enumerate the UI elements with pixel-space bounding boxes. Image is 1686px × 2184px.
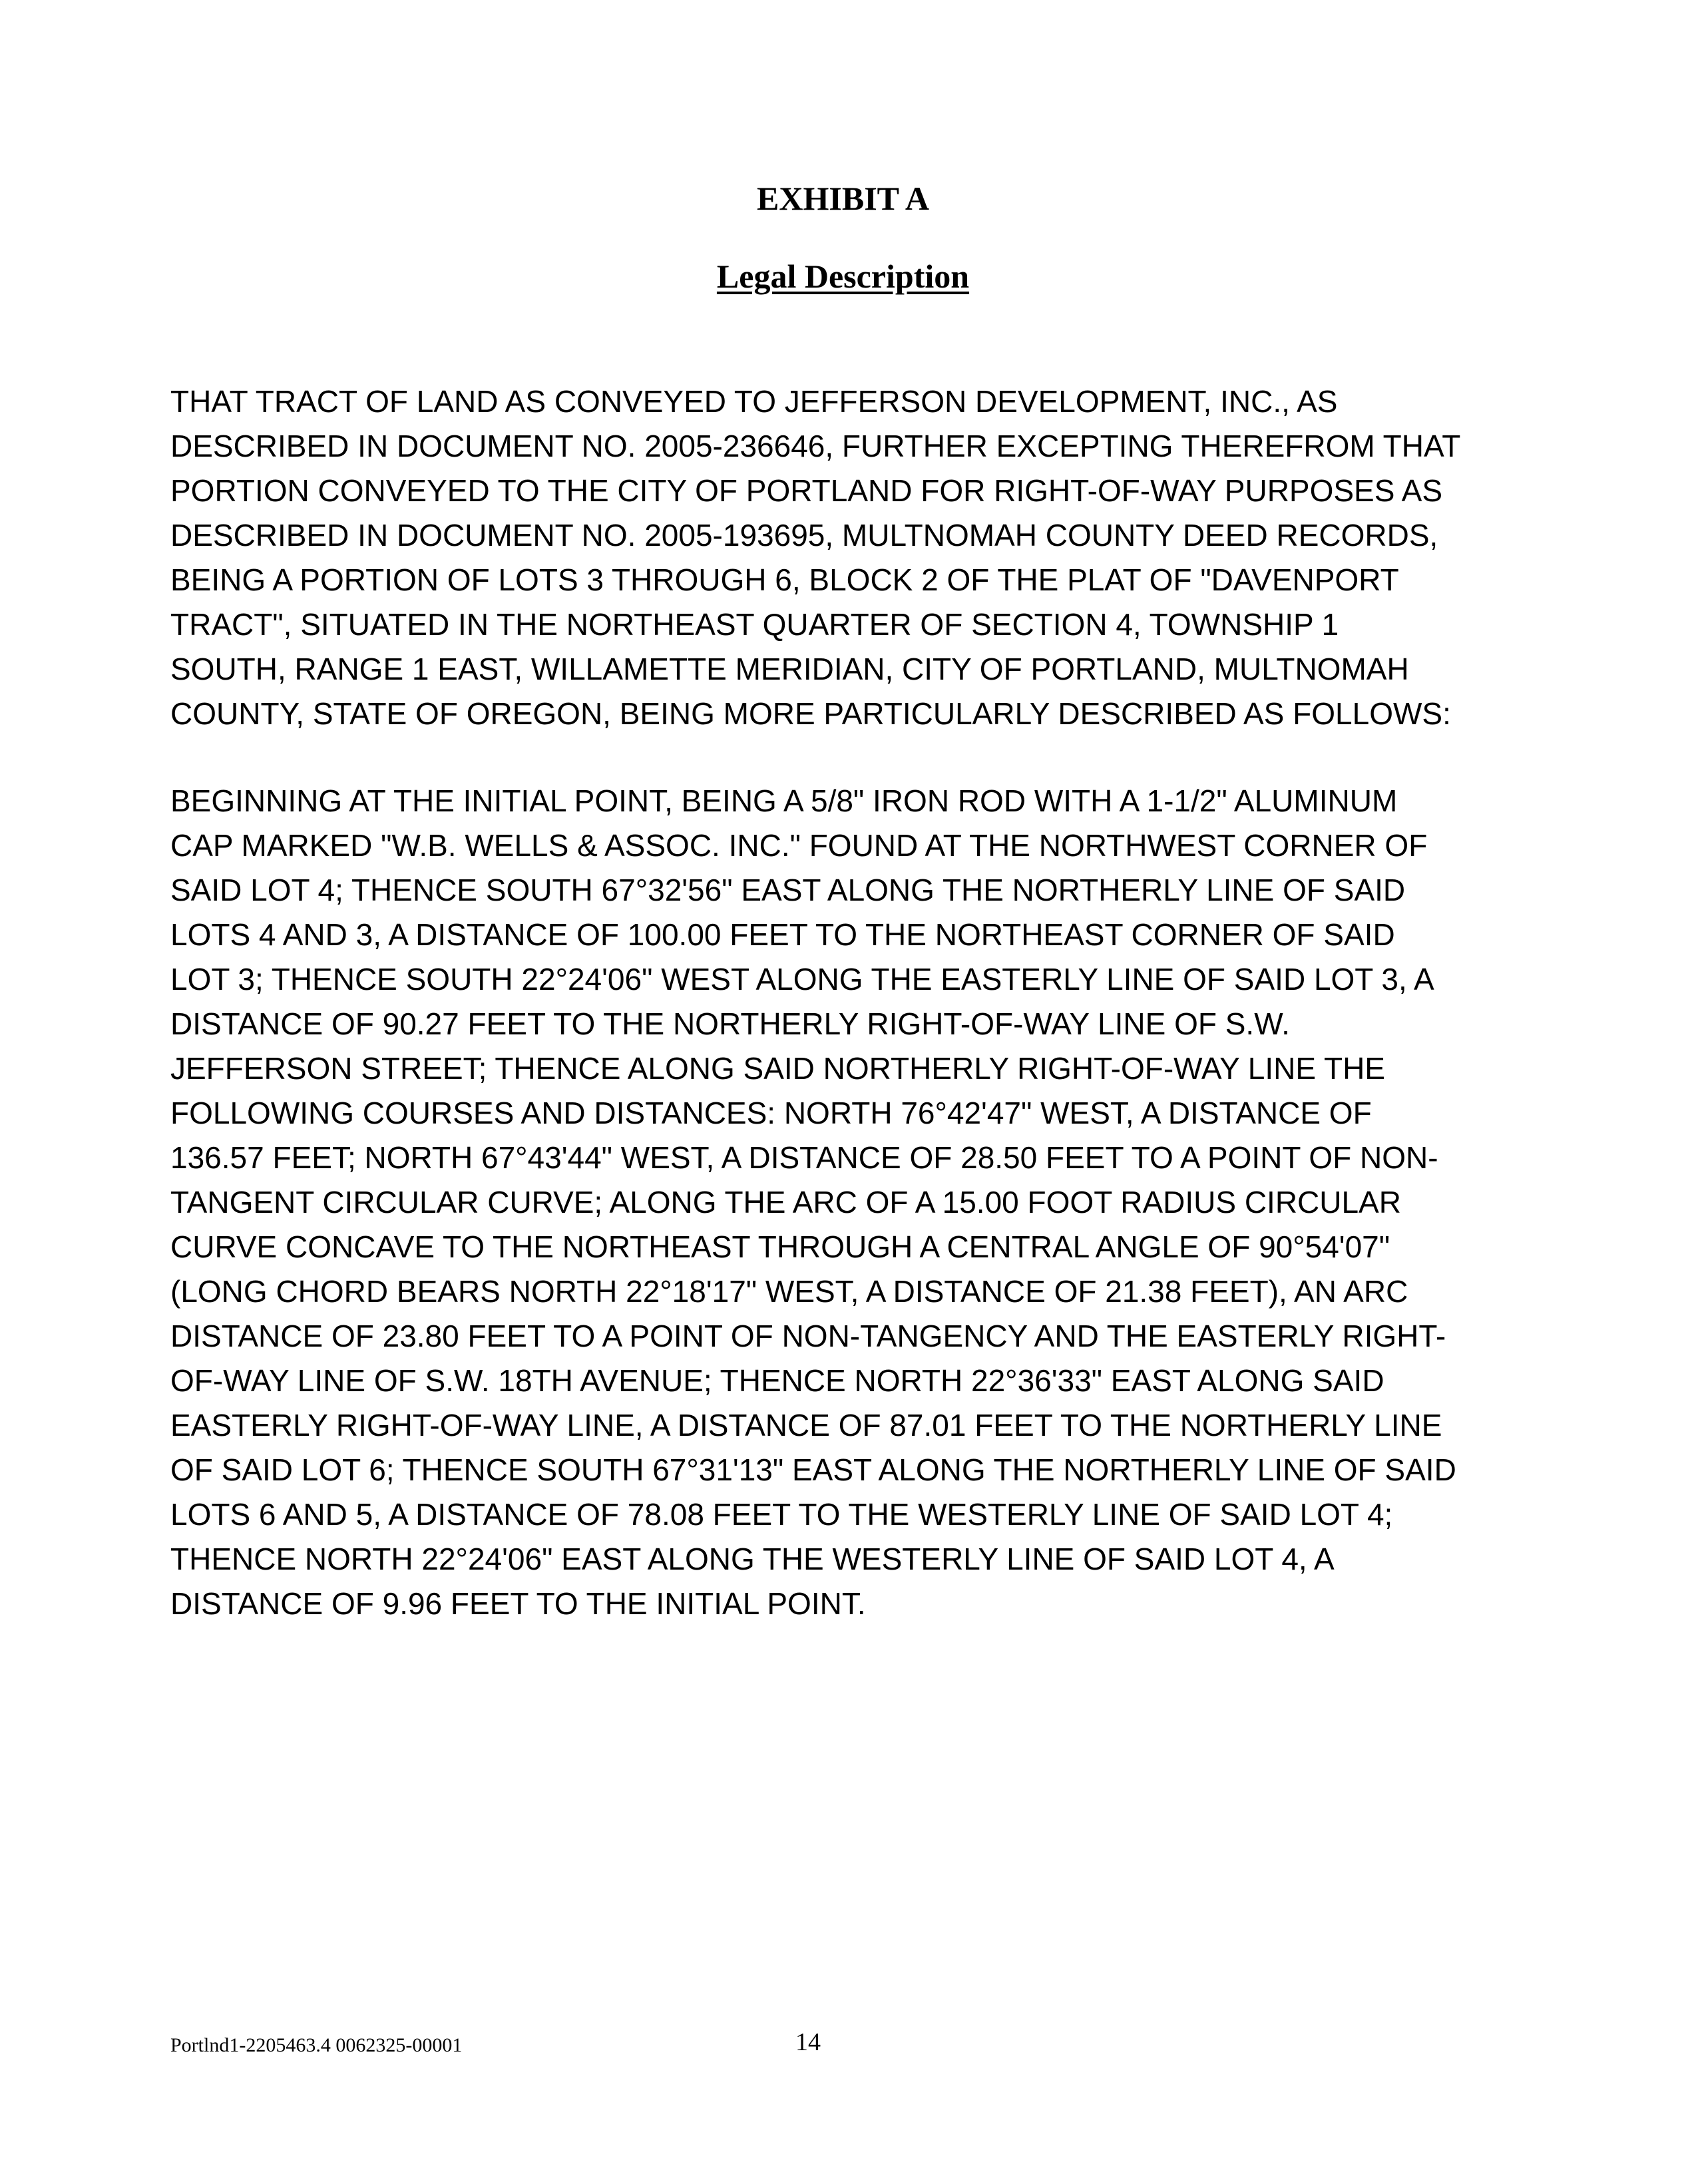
paragraph-line: DESCRIBED IN DOCUMENT NO. 2005-236646, FURTHER EXCEPTING THEREFROM THAT [170,429,1461,463]
paragraph-line: BEING A PORTION OF LOTS 3 THROUGH 6, BLOCK 2 OF THE PLAT OF "DAVENPORT [170,562,1399,597]
paragraph-line: CAP MARKED "W.B. WELLS & ASSOC. INC." FOUND AT THE NORTHWEST CORNER OF [170,828,1428,863]
paragraph-line: THENCE NORTH 22°24'06" EAST ALONG THE WESTERLY LINE OF SAID LOT 4, A [170,1542,1335,1576]
paragraph-line: SOUTH, RANGE 1 EAST, WILLAMETTE MERIDIAN, CITY OF PORTLAND, MULTNOMAH [170,652,1409,686]
document-title: EXHIBIT A [757,180,929,217]
paragraph-line: CURVE CONCAVE TO THE NORTHEAST THROUGH A CENTRAL ANGLE OF 90°54'07" [170,1229,1390,1264]
paragraph-line: EASTERLY RIGHT-OF-WAY LINE, A DISTANCE OF 87.01 FEET TO THE NORTHERLY LINE [170,1408,1442,1442]
paragraph-line: OF-WAY LINE OF S.W. 18TH AVENUE; THENCE NORTH 22°36'33" EAST ALONG SAID [170,1363,1384,1398]
subtitle-text: Legal Description [716,258,970,295]
paragraph-line: THAT TRACT OF LAND AS CONVEYED TO JEFFERSON DEVELOPMENT, INC., AS [170,384,1338,419]
paragraph-line: DISTANCE OF 9.96 FEET TO THE INITIAL POINT. [170,1586,866,1621]
paragraph-boundary-courses [170,779,1508,1626]
paragraph-line: 136.57 FEET; NORTH 67°43'44" WEST, A DISTANCE OF 28.50 FEET TO A POINT OF NON- [170,1140,1438,1175]
paragraph-line: BEGINNING AT THE INITIAL POINT, BEING A 5/8" IRON ROD WITH A 1-1/2" ALUMINUM [170,783,1398,818]
paragraph-line: LOTS 6 AND 5, A DISTANCE OF 78.08 FEET TO THE WESTERLY LINE OF SAID LOT 4; [170,1497,1393,1532]
footer-document-reference: Portlnd1-2205463.4 0062325-00001 [170,2034,463,2056]
paragraph-line: PORTION CONVEYED TO THE CITY OF PORTLAND FOR RIGHT-OF-WAY PURPOSES AS [170,473,1443,508]
paragraph-line: LOTS 4 AND 3, A DISTANCE OF 100.00 FEET TO THE NORTHEAST CORNER OF SAID [170,917,1395,952]
footer-page-number: 14 [795,2028,821,2056]
paragraph-line: COUNTY, STATE OF OREGON, BEING MORE PARTICULARLY DESCRIBED AS FOLLOWS: [170,696,1451,731]
paragraph-line: DISTANCE OF 23.80 FEET TO A POINT OF NON-TANGENCY AND THE EASTERLY RIGHT- [170,1319,1446,1353]
paragraph-line: FOLLOWING COURSES AND DISTANCES: NORTH 76°42'47" WEST, A DISTANCE OF [170,1096,1372,1130]
paragraph-line: LOT 3; THENCE SOUTH 22°24'06" WEST ALONG THE EASTERLY LINE OF SAID LOT 3, A [170,962,1434,996]
paragraph-line: DESCRIBED IN DOCUMENT NO. 2005-193695, MULTNOMAH COUNTY DEED RECORDS, [170,518,1438,552]
document-subtitle [0,256,1686,296]
paragraph-line: SAID LOT 4; THENCE SOUTH 67°32'56" EAST ALONG THE NORTHERLY LINE OF SAID [170,873,1406,907]
paragraph-line: (LONG CHORD BEARS NORTH 22°18'17" WEST, A DISTANCE OF 21.38 FEET), AN ARC [170,1274,1408,1309]
paragraph-tract-description [170,379,1508,736]
paragraph-line: DISTANCE OF 90.27 FEET TO THE NORTHERLY RIGHT-OF-WAY LINE OF S.W. [170,1006,1290,1041]
paragraph-line: TRACT", SITUATED IN THE NORTHEAST QUARTER OF SECTION 4, TOWNSHIP 1 [170,607,1339,642]
paragraph-line: JEFFERSON STREET; THENCE ALONG SAID NORTHERLY RIGHT-OF-WAY LINE THE [170,1051,1385,1086]
paragraph-line: OF SAID LOT 6; THENCE SOUTH 67°31'13" EAST ALONG THE NORTHERLY LINE OF SAID [170,1452,1456,1487]
paragraph-line: TANGENT CIRCULAR CURVE; ALONG THE ARC OF A 15.00 FOOT RADIUS CIRCULAR [170,1185,1401,1219]
